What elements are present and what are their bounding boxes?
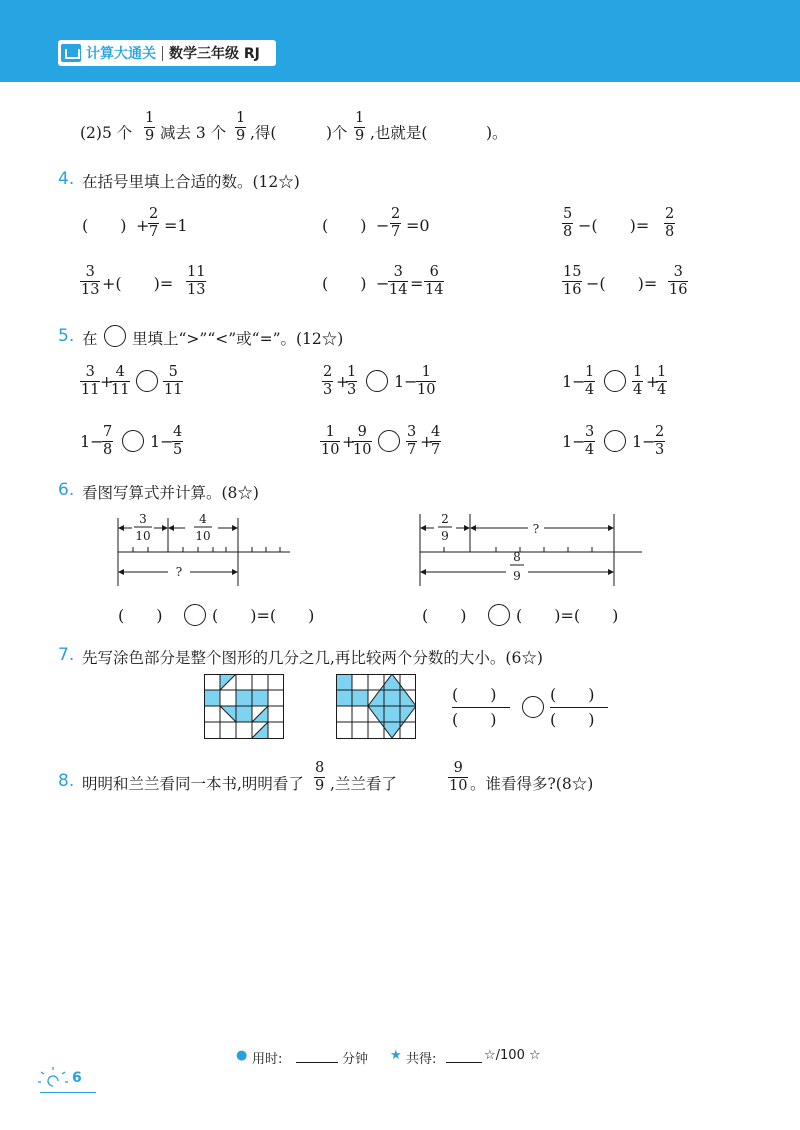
compare-circle[interactable] bbox=[522, 696, 544, 718]
shaded-grid-right bbox=[336, 674, 416, 740]
page-number: 6 bbox=[72, 1070, 82, 1086]
q3-mid: 减去 3 个 bbox=[160, 124, 227, 142]
fraction: $\frac{3}{14}$ bbox=[389, 264, 408, 298]
fraction: $\frac{6}{14}$ bbox=[425, 264, 444, 298]
fraction: $\frac{2}{7}$ bbox=[391, 206, 401, 240]
q4-title: 在括号里填上合适的数。(12☆) bbox=[82, 173, 300, 191]
fraction: $\frac{3}{16}$ bbox=[669, 264, 688, 298]
fraction: $\frac{9}{10}$ bbox=[353, 424, 372, 458]
fraction: $\frac{9}{10}$ bbox=[449, 760, 468, 794]
compare-circle[interactable] bbox=[604, 430, 626, 452]
answer-blank[interactable]: ( ) bbox=[422, 606, 467, 625]
answer-blank[interactable]: ( ) bbox=[118, 606, 163, 625]
fraction: $\frac{3}{11}$ bbox=[81, 364, 100, 398]
number-line-diagram-right bbox=[404, 506, 654, 592]
q7-number: 7. bbox=[58, 645, 75, 665]
header-bar bbox=[0, 0, 800, 82]
tick-label-den: 10 bbox=[135, 529, 151, 543]
book-icon bbox=[61, 44, 81, 62]
fraction: $\frac{1}{9}$ bbox=[355, 110, 365, 144]
q3-prefix: (2)5 个 bbox=[80, 124, 133, 142]
number-line-diagram-left bbox=[100, 506, 300, 592]
fraction: $\frac{1}{4}$ bbox=[585, 364, 595, 398]
tick-label-den: 9 bbox=[441, 529, 449, 543]
answer-blank[interactable]: ( ) bbox=[550, 685, 595, 704]
fraction-bar bbox=[550, 707, 608, 708]
time-unit: 分钟 bbox=[342, 1052, 369, 1067]
compare-circle[interactable] bbox=[136, 370, 158, 392]
compare-circle bbox=[104, 325, 126, 347]
answer-blank[interactable]: ( )=( ) bbox=[516, 606, 619, 625]
clock-icon: ● bbox=[236, 1048, 248, 1063]
fraction: $\frac{5}{8}$ bbox=[563, 206, 573, 240]
time-blank[interactable] bbox=[296, 1062, 338, 1063]
header-subject: 数学三年级 RJ bbox=[169, 46, 260, 62]
tick-label-den: 9 bbox=[513, 569, 521, 583]
q8-text-c: 。谁看得多?(8☆) bbox=[470, 775, 594, 793]
compare-circle[interactable] bbox=[604, 370, 626, 392]
fraction: $\frac{2}{3}$ bbox=[655, 424, 665, 458]
q4-number: 4. bbox=[58, 169, 75, 189]
shaded-grid-left bbox=[204, 674, 284, 740]
q3-mid2: ,得( bbox=[250, 124, 277, 142]
score-total: ☆/100 ☆ bbox=[484, 1048, 541, 1063]
tick-label-num: 2 bbox=[441, 512, 449, 526]
compare-circle[interactable] bbox=[122, 430, 144, 452]
unknown-label: ? bbox=[532, 522, 540, 536]
q8-text-a: 明明和兰兰看同一本书,明明看了 bbox=[82, 775, 304, 793]
sun-swirl-icon bbox=[38, 1066, 68, 1090]
operator-circle[interactable] bbox=[184, 604, 206, 626]
fraction: $\frac{4}{7}$ bbox=[431, 424, 441, 458]
fraction: $\frac{1}{10}$ bbox=[417, 364, 436, 398]
q5-number: 5. bbox=[58, 326, 75, 346]
fraction: $\frac{2}{8}$ bbox=[665, 206, 675, 240]
q3-mid3: )个 bbox=[326, 124, 348, 142]
answer-blank[interactable]: ( )=( ) bbox=[212, 606, 315, 625]
fraction: $\frac{1}{3}$ bbox=[347, 364, 357, 398]
time-label: 用时: bbox=[252, 1052, 283, 1067]
fraction: $\frac{7}{8}$ bbox=[103, 424, 113, 458]
score-label: 共得: bbox=[406, 1052, 437, 1067]
fraction: $\frac{1}{10}$ bbox=[321, 424, 340, 458]
fraction: $\frac{8}{9}$ bbox=[315, 760, 325, 794]
tick-label-num: 4 bbox=[199, 512, 207, 526]
fraction: $\frac{15}{16}$ bbox=[563, 264, 582, 298]
answer-blank[interactable]: ( ) bbox=[452, 685, 497, 704]
fraction: $\frac{3}{13}$ bbox=[81, 264, 100, 298]
answer-blank[interactable]: ( ) bbox=[452, 710, 497, 729]
operator-circle[interactable] bbox=[488, 604, 510, 626]
q3-mid4: ,也就是( bbox=[370, 124, 428, 142]
header-title: 计算大通关 bbox=[86, 46, 156, 62]
star-icon: ★ bbox=[390, 1048, 402, 1063]
compare-circle[interactable] bbox=[378, 430, 400, 452]
fraction: $\frac{1}{4}$ bbox=[657, 364, 667, 398]
fraction: $\frac{3}{7}$ bbox=[407, 424, 417, 458]
answer-blank: ( ) bbox=[322, 216, 367, 235]
answer-blank[interactable]: ( ) bbox=[550, 710, 595, 729]
fraction: $\frac{2}{3}$ bbox=[323, 364, 333, 398]
fraction: $\frac{3}{4}$ bbox=[585, 424, 595, 458]
q8-number: 8. bbox=[58, 771, 75, 791]
compare-circle[interactable] bbox=[366, 370, 388, 392]
unknown-label: ? bbox=[175, 565, 183, 579]
q8-text-b: ,兰兰看了 bbox=[330, 775, 397, 793]
page-underline bbox=[40, 1092, 96, 1093]
q3-end: )。 bbox=[486, 124, 508, 142]
fraction: $\frac{1}{4}$ bbox=[633, 364, 643, 398]
fraction-bar bbox=[452, 707, 510, 708]
fraction: $\frac{11}{13}$ bbox=[187, 264, 206, 298]
fraction: $\frac{1}{9}$ bbox=[236, 110, 246, 144]
q7-title: 先写涂色部分是整个图形的几分之几,再比较两个分数的大小。(6☆) bbox=[82, 649, 543, 667]
tick-label-num: 3 bbox=[139, 512, 147, 526]
tick-label-den: 10 bbox=[195, 529, 211, 543]
header-tab bbox=[58, 40, 276, 66]
fraction: $\frac{1}{9}$ bbox=[145, 110, 155, 144]
q5-title-a: 在 bbox=[82, 330, 98, 348]
answer-blank: ( ) bbox=[322, 274, 367, 293]
fraction: $\frac{5}{11}$ bbox=[164, 364, 183, 398]
answer-blank: ( ) bbox=[82, 216, 127, 235]
fraction: $\frac{4}{5}$ bbox=[173, 424, 183, 458]
q6-number: 6. bbox=[58, 480, 75, 500]
q5-title-b: 里填上“>”“<”或“=”。(12☆) bbox=[132, 330, 344, 348]
score-blank[interactable] bbox=[446, 1062, 482, 1063]
tick-label-num: 8 bbox=[513, 550, 521, 564]
fraction: $\frac{2}{7}$ bbox=[149, 206, 159, 240]
header-divider bbox=[162, 46, 163, 61]
fraction: $\frac{4}{11}$ bbox=[111, 364, 130, 398]
q6-title: 看图写算式并计算。(8☆) bbox=[82, 484, 259, 502]
